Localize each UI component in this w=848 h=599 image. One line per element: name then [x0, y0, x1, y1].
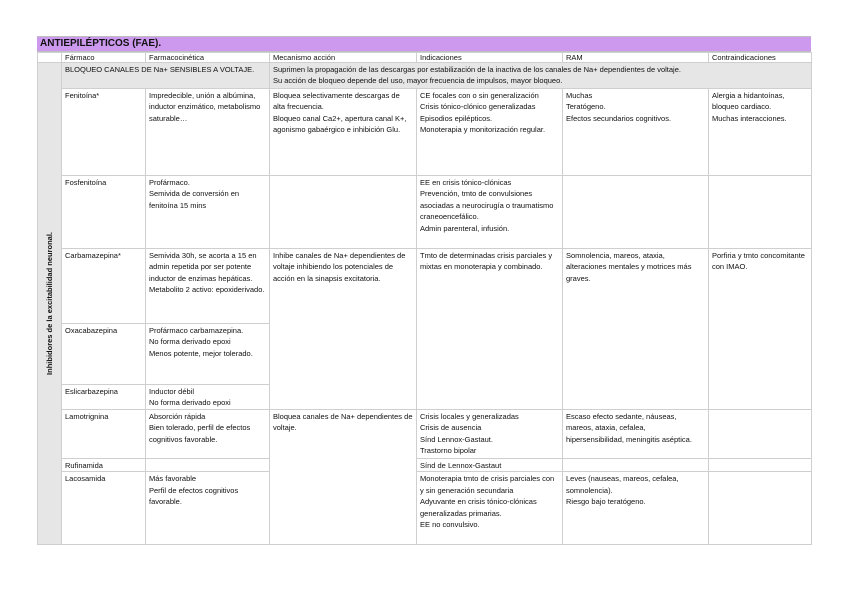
pharmacokinetics-cell: Profármaco carbamazepina. No forma derivado epoxi Menos potente, mejor tolerado.: [146, 324, 270, 385]
pharmacokinetics-cell: Semivida 30h, se acorta a 15 en admin repetida por ser potente inductor de enzimas hepáticas. Metabolito 2 activo: epoxiderivado.: [146, 249, 270, 324]
table-row: [38, 459, 812, 472]
drug-table-sheet: [37, 36, 811, 545]
table-row: [38, 249, 812, 324]
contraindications-cell: Alergia a hidantoínas, bloqueo cardiaco. Muchas interacciones.: [709, 89, 812, 176]
antiepileptic-table: [37, 52, 812, 545]
indications-cell: CE focales con o sin generalización Crisis tónico-clónico generalizadas Episodios epilépticos. Monoterapia y monitorización regular.: [417, 89, 563, 176]
drug-name: Carbamazepina*: [62, 249, 146, 324]
mechanism-cell: Bloquea canales de Na+ dependientes de voltaje.: [270, 410, 417, 545]
indications-cell: EE en crisis tónico-clónicas Prevención, tmto de convulsiones asociadas a neurocirugía o traumatismo craneoencefálico. Admin parenteral, infusión.: [417, 176, 563, 249]
drug-name: Eslicarbazepina: [62, 385, 146, 410]
mechanism-cell: Bloquea selectivamente descargas de alta frecuencia. Bloqueo canal Ca2+, apertura canal K+, agonismo gabaérgico e inhibición Glu.: [270, 89, 417, 176]
table-row: [38, 472, 812, 545]
contraindications-cell: [709, 410, 812, 459]
adverse-reactions-cell: [563, 459, 709, 472]
sheet-title: ANTIEPILÉPTICOS (FAE).: [37, 36, 811, 52]
indications-cell: Crisis locales y generalizadas Crisis de ausencia Sínd Lennox-Gastaut. Trastorno bipolar: [417, 410, 563, 459]
mechanism-cell: [270, 176, 417, 249]
indications-cell: Tmto de determinadas crisis parciales y mixtas en monoterapia y combinado.: [417, 249, 563, 410]
pharmacokinetics-cell: [146, 459, 270, 472]
col-header-indicaciones: Indicaciones: [417, 53, 563, 63]
side-category-label: Inhibidores de la excitabilidad neuronal.: [38, 63, 62, 545]
adverse-reactions-cell: [563, 176, 709, 249]
indications-cell: Sínd de Lennox-Gastaut: [417, 459, 563, 472]
col-header-ram: RAM: [563, 53, 709, 63]
section-header-row: [38, 63, 812, 89]
adverse-reactions-cell: Escaso efecto sedante, náuseas, mareos, ataxia, cefalea, hipersensibilidad, meningitis aséptica.: [563, 410, 709, 459]
drug-name: Rufinamida: [62, 459, 146, 472]
pharmacokinetics-cell: Profármaco. Semivida de conversión en fenitoína 15 mins: [146, 176, 270, 249]
indications-cell: Monoterapia tmto de crisis parciales con y sin generación secundaria Adyuvante en crisis tónico-clónicas generalizadas primarias. EE no convulsivo.: [417, 472, 563, 545]
col-header-contraindicaciones: Contraindicaciones: [709, 53, 812, 63]
pharmacokinetics-cell: Absorción rápida Bien tolerado, perfil de efectos cognitivos favorable.: [146, 410, 270, 459]
contraindications-cell: [709, 472, 812, 545]
mechanism-cell: Inhibe canales de Na+ dependientes de voltaje inhibiendo los potenciales de acción en la sinapsis excitatoria.: [270, 249, 417, 410]
col-header-mecanismo: Mecanismo acción: [270, 53, 417, 63]
table-row: [38, 176, 812, 249]
section-label: BLOQUEO CANALES DE Na+ SENSIBLES A VOLTAJE.: [62, 63, 270, 89]
pharmacokinetics-cell: Impredecible, unión a albúmina, inductor enzimático, metabolismo saturable…: [146, 89, 270, 176]
col-header-farmaco: Fármaco: [62, 53, 146, 63]
adverse-reactions-cell: Somnolencia, mareos, ataxia, alteraciones mentales y motrices más graves.: [563, 249, 709, 410]
header-row: [38, 53, 812, 63]
drug-name: Oxacabazepina: [62, 324, 146, 385]
contraindications-cell: [709, 459, 812, 472]
contraindications-cell: [709, 176, 812, 249]
section-description: Suprimen la propagación de las descargas por estabilización de la inactiva de los canales de Na+ dependientes de voltaje. Su acción de bloqueo depende del uso, mayor frecuencia de impulsos, mayor bloqueo.: [270, 63, 812, 89]
drug-name: Fenitoína*: [62, 89, 146, 176]
drug-name: Lacosamida: [62, 472, 146, 545]
pharmacokinetics-cell: Más favorable Perfil de efectos cognitivos favorable.: [146, 472, 270, 545]
adverse-reactions-cell: Muchas Teratógeno. Efectos secundarios cognitivos.: [563, 89, 709, 176]
table-row: [38, 89, 812, 176]
adverse-reactions-cell: Leves (nauseas, mareos, cefalea, somnolencia). Riesgo bajo teratógeno.: [563, 472, 709, 545]
drug-name: Lamotrignina: [62, 410, 146, 459]
pharmacokinetics-cell: Inductor débil No forma derivado epoxi: [146, 385, 270, 410]
col-header-farmacocinetica: Farmacocinética: [146, 53, 270, 63]
table-row: [38, 410, 812, 459]
drug-name: Fosfenitoína: [62, 176, 146, 249]
contraindications-cell: Porfiria y tmto concomitante con IMAO.: [709, 249, 812, 410]
